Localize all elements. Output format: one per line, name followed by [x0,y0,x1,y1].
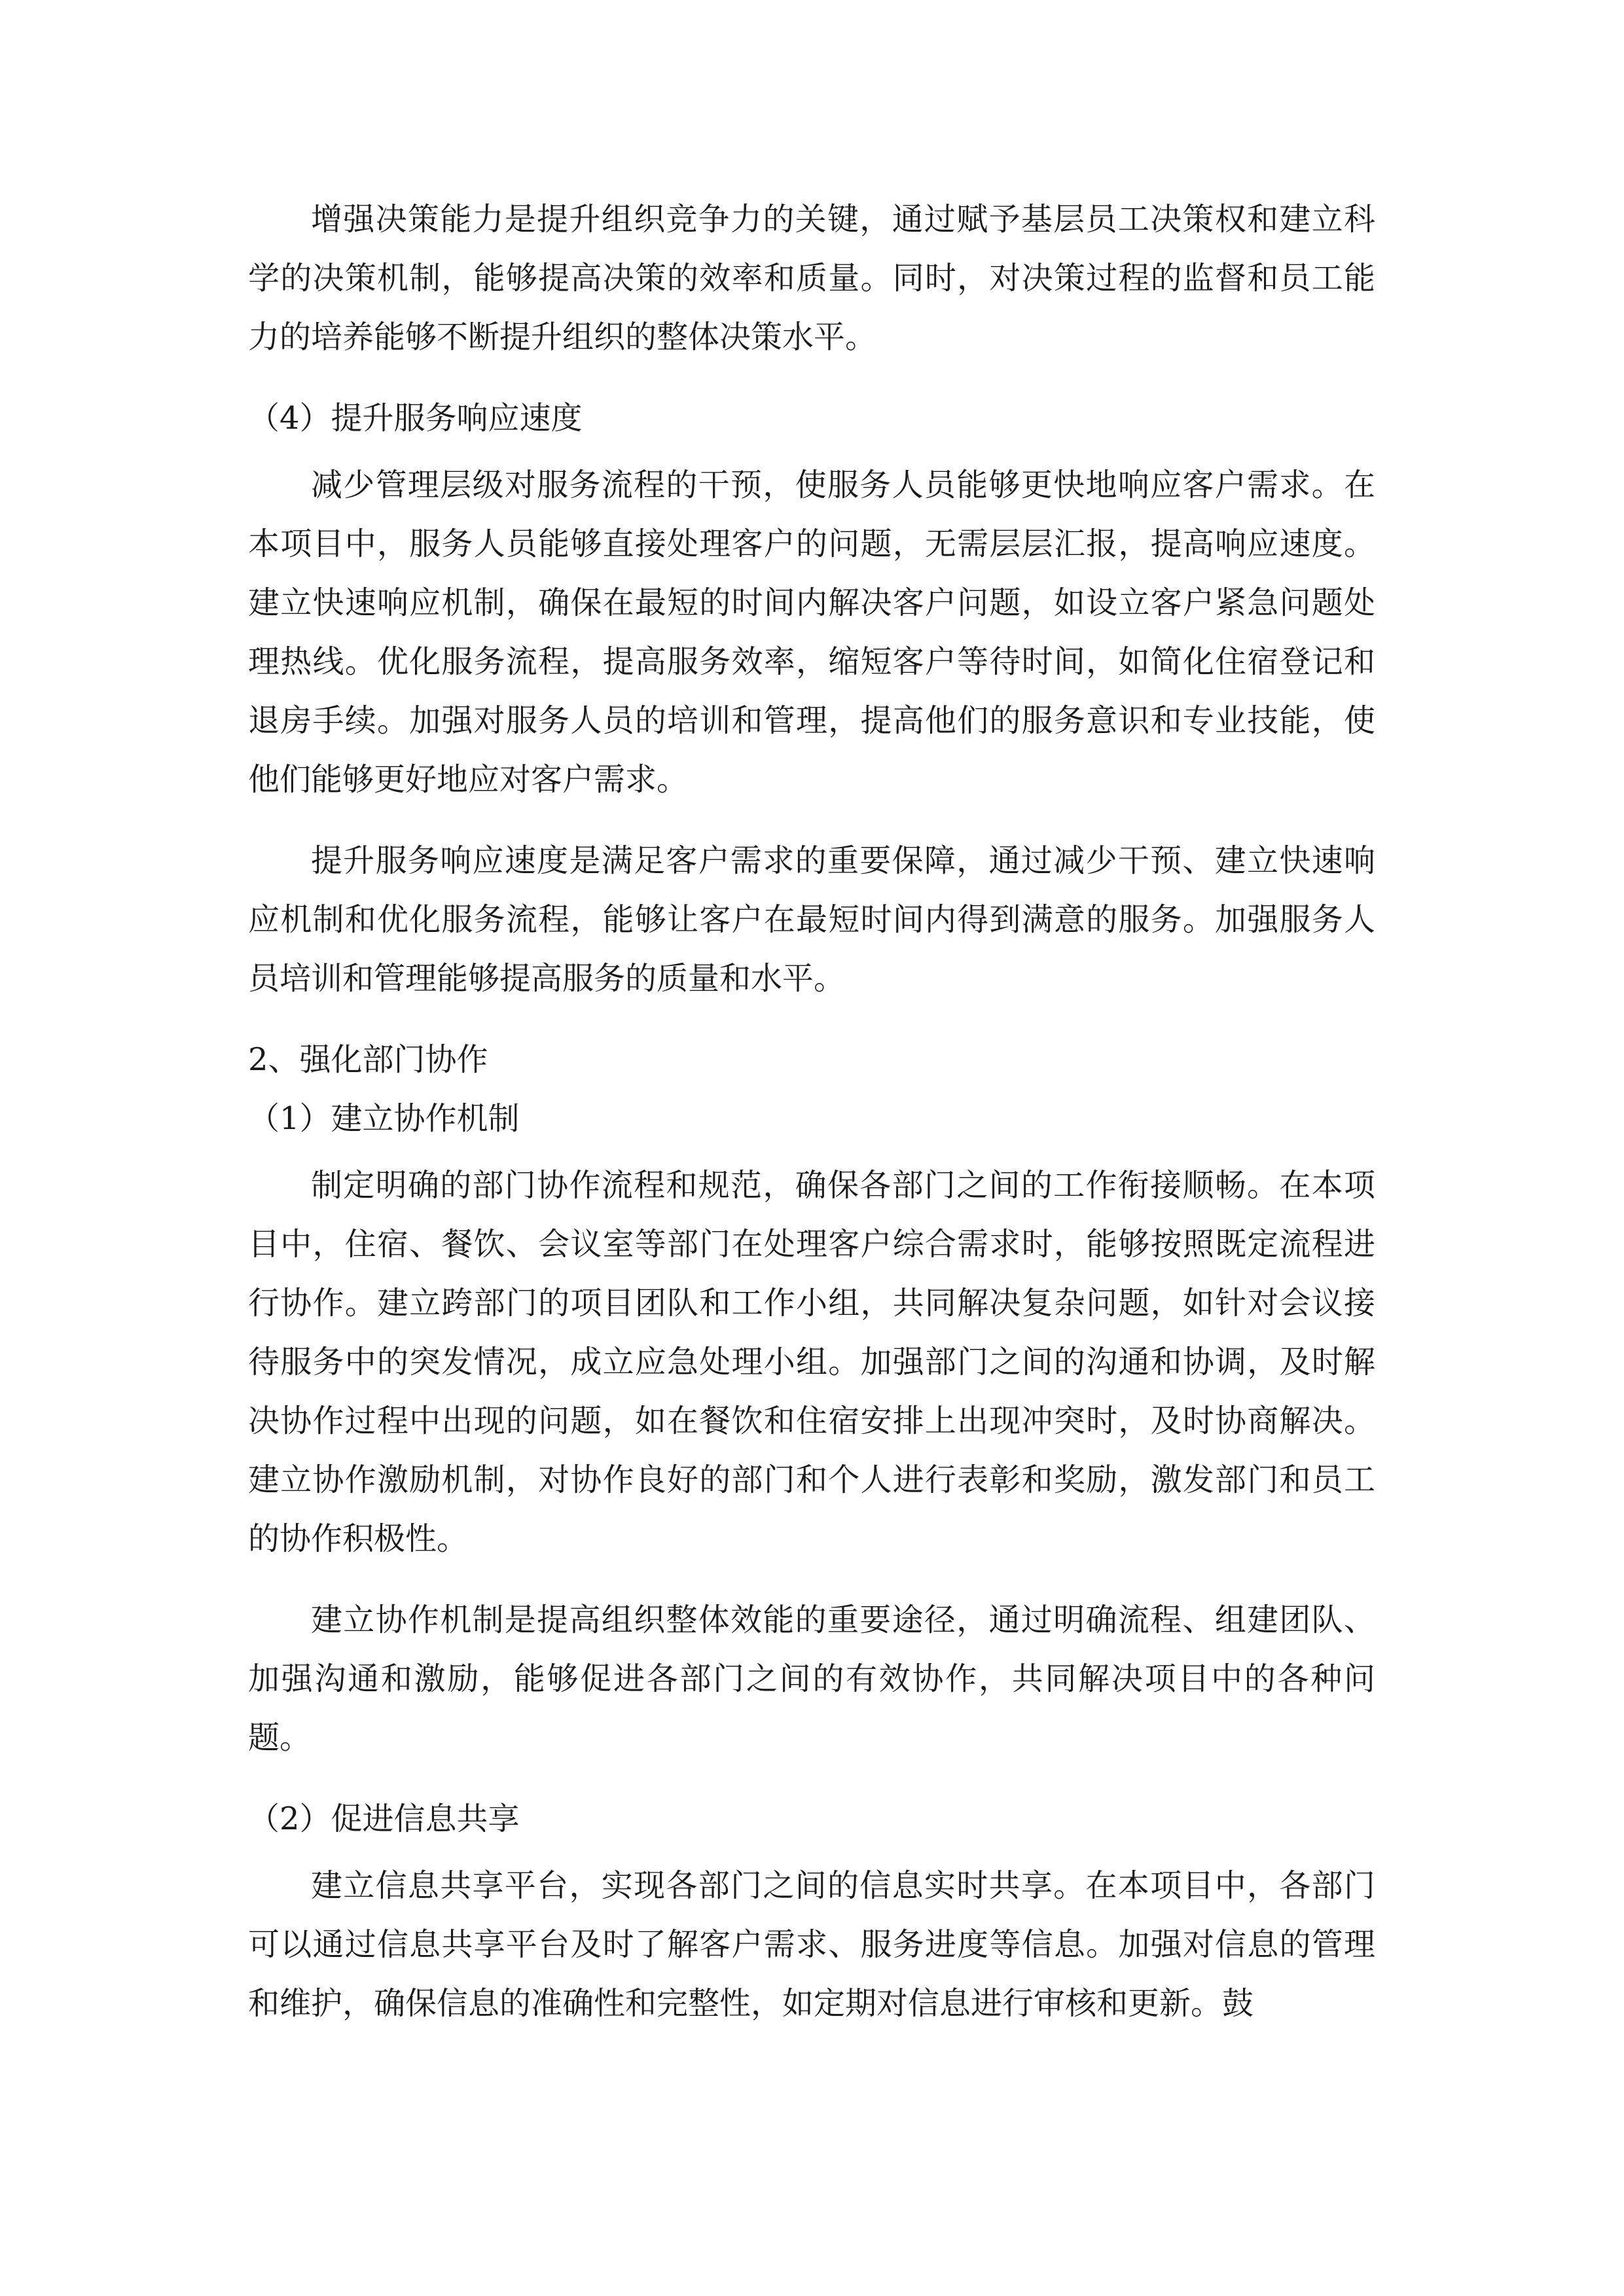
section-heading-2-major: 2、强化部门协作 [248,1041,488,1078]
paragraph-information-sharing: 建立信息共享平台，实现各部门之间的信息实时共享。在本项目中，各部门可以通过信息共享平台及时了解客户需求、服务进度等信息。加强对信息的管理和维护，确保信息的准确性和完整性，如定期对信息进行审核和更新。鼓 [248,1867,1375,2022]
paragraph-collaboration-mechanism: 制定明确的部门协作流程和规范，确保各部门之间的工作衔接顺畅。在本项目中，住宿、餐饮、会议室等部门在处理客户综合需求时，能够按照既定流程进行协作。建立跨部门的项目团队和工作小组，共同解决复杂问题，如针对会议接待服务中的突发情况，成立应急处理小组。加强部门之间的沟通和协调，及时解决协作过程中出现的问题，如在餐饮和住宿安排上出现冲突时，及时协商解决。建立协作激励机制，对协作良好的部门和个人进行表彰和奖励，激发部门和员工的协作积极性。 [248,1167,1375,1557]
section-heading-1: （1）建立协作机制 [248,1100,520,1137]
paragraph-service-response-summary: 提升服务响应速度是满足客户需求的重要保障，通过减少干预、建立快速响应机制和优化服务流程，能够让客户在最短时间内得到满意的服务。加强服务人员培训和管理能够提高服务的质量和水平。 [248,842,1375,997]
paragraph-collaboration-summary: 建立协作机制是提高组织整体效能的重要途径，通过明确流程、组建团队、加强沟通和激励，能够促进各部门之间的有效协作，共同解决项目中的各种问题。 [248,1602,1375,1756]
section-heading-2: （2）促进信息共享 [248,1801,520,1837]
paragraph-decision-summary: 增强决策能力是提升组织竞争力的关键，通过赋予基层员工决策权和建立科学的决策机制，能够提高决策的效率和质量。同时，对决策过程的监督和员工能力的培养能够不断提升组织的整体决策水平。 [248,201,1375,355]
document-body [248,190,1375,2033]
section-heading-4: （4）提升服务响应速度 [248,400,583,437]
paragraph-service-response: 减少管理层级对服务流程的干预，使服务人员能够更快地响应客户需求。在本项目中，服务人员能够直接处理客户的问题，无需层层汇报，提高响应速度。建立快速响应机制，确保在最短的时间内解决客户问题，如设立客户紧急问题处理热线。优化服务流程，提高服务效率，缩短客户等待时间，如简化住宿登记和退房手续。加强对服务人员的培训和管理，提高他们的服务意识和专业技能，使他们能够更好地应对客户需求。 [248,467,1375,798]
